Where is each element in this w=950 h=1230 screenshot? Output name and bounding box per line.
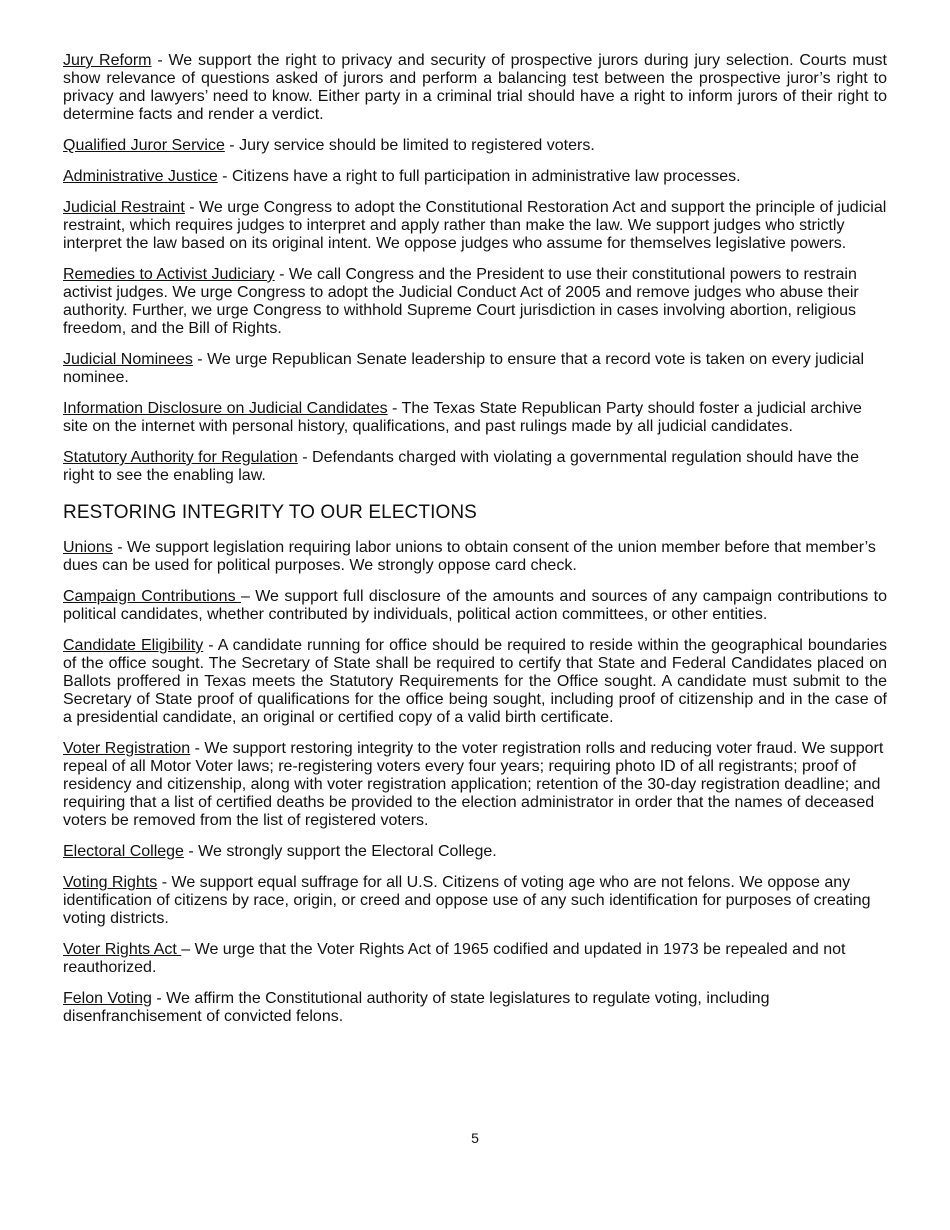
plank-paragraph [63,168,887,186]
plank-title: Campaign Contributions [63,588,241,605]
plank-text: – We urge that the Voter Rights Act of 1965 codified and updated in 1973 be repealed and not reauthorized. [63,941,846,976]
plank-title: Remedies to Activist Judiciary [63,266,275,283]
plank-paragraph [63,449,887,485]
plank-paragraph [63,266,887,338]
plank-paragraph [63,740,887,830]
plank-title: Voting Rights [63,874,158,891]
plank-text: - Defendants charged with violating a governmental regulation should have the right to see the enabling law. [63,449,860,484]
plank-paragraph [63,990,887,1026]
plank-paragraph [63,400,887,436]
plank-title: Qualified Juror Service [63,137,225,154]
plank-paragraph [63,874,887,928]
plank-title: Jury Reform [63,52,152,69]
plank-title: Felon Voting [63,990,152,1007]
plank-title: Administrative Justice [63,168,218,185]
plank-title: Voter Rights Act [63,941,182,958]
plank-paragraph [63,137,887,155]
document-page [63,52,887,1039]
judicial-section [63,52,887,485]
plank-title: Electoral College [63,843,184,860]
plank-title: Candidate Eligibility [63,637,204,654]
plank-text: - Citizens have a right to full participation in administrative law processes. [217,168,741,185]
elections-section [63,539,887,1026]
plank-text: - Jury service should be limited to registered voters. [224,137,595,154]
plank-paragraph [63,351,887,387]
plank-title: Judicial Nominees [63,351,193,368]
plank-paragraph [63,637,887,727]
plank-text: - We affirm the Constitutional authority of state legislatures to regulate voting, including disenfranchisement of convicted felons. [63,990,770,1025]
plank-title: Unions [63,539,113,556]
plank-text: - We strongly support the Electoral College. [183,843,497,860]
plank-text: - We support equal suffrage for all U.S. Citizens of voting age who are not felons. We oppose any identification of citizens by race, origin, or creed and oppose use of any such identification for purposes of creating voting districts. [63,874,871,927]
plank-paragraph [63,843,887,861]
plank-text: - We urge Congress to adopt the Constitutional Restoration Act and support the principle of judicial restraint, which requires judges to interpret and apply rather than make the law. We support judges who strictly interpret the law based on its original intent. We oppose judges who assume for themselves legislative powers. [63,199,887,252]
plank-paragraph [63,199,887,253]
plank-paragraph [63,52,887,124]
plank-paragraph [63,941,887,977]
plank-text: - We call Congress and the President to use their constitutional powers to restrain activist judges. We urge Congress to adopt the Judicial Conduct Act of 2005 and remove judges who abuse their authority. Further, we urge Congress to withhold Supreme Court jurisdiction in cases involving abortion, religious freedom, and the Bill of Rights. [63,266,859,337]
plank-paragraph [63,539,887,575]
plank-title: Judicial Restraint [63,199,185,216]
plank-text: - A candidate running for office should be required to reside within the geographical boundaries of the office sought. The Secretary of State shall be required to certify that State and Federal Candidates placed on Ballots proffered in Texas meets the Statutory Requirements for the Office sought. A candidate must submit to the Secretary of State proof of qualifications for the office being sought, including proof of citizenship and in the case of a presidential candidate, an original or certified copy of a valid birth certificate. [63,637,887,726]
plank-text: - We support the right to privacy and security of prospective jurors during jury selection. Courts must show relevance of questions asked of jurors and perform a balancing test between the prospective juror’s right to privacy and lawyers’ need to know. Either party in a criminal trial should have a right to inform jurors of their right to determine facts and render a verdict. [63,52,888,123]
plank-text: - The Texas State Republican Party should foster a judicial archive site on the internet with personal history, qualifications, and past rulings made by all judicial candidates. [63,400,862,435]
plank-title: Statutory Authority for Regulation [63,449,298,466]
plank-text: - We urge Republican Senate leadership to ensure that a record vote is taken on every judicial nominee. [63,351,865,386]
section-heading: RESTORING INTEGRITY TO OUR ELECTIONS [63,502,477,523]
plank-text: – We support full disclosure of the amounts and sources of any campaign contributions to political candidates, whether contributed by individuals, political action committees, or other entities. [63,588,887,623]
plank-text: - We support legislation requiring labor unions to obtain consent of the union member before that member’s dues can be used for political purposes. We strongly oppose card check. [63,539,876,574]
page-number: 5 [471,1130,479,1146]
plank-title: Voter Registration [63,740,191,757]
plank-text: - We support restoring integrity to the voter registration rolls and reducing voter fraud. We support repeal of all Motor Voter laws; re-registering voters every four years; requiring photo ID of all registrants; proof of residency and citizenship, along with voter registration application; retention of the 30-day registration deadline; and requiring that a list of certified deaths be provided to the election administrator in order that the names of deceased voters be removed from the list of registered voters. [63,740,884,829]
plank-paragraph [63,588,887,624]
plank-title: Information Disclosure on Judicial Candidates [63,400,388,417]
